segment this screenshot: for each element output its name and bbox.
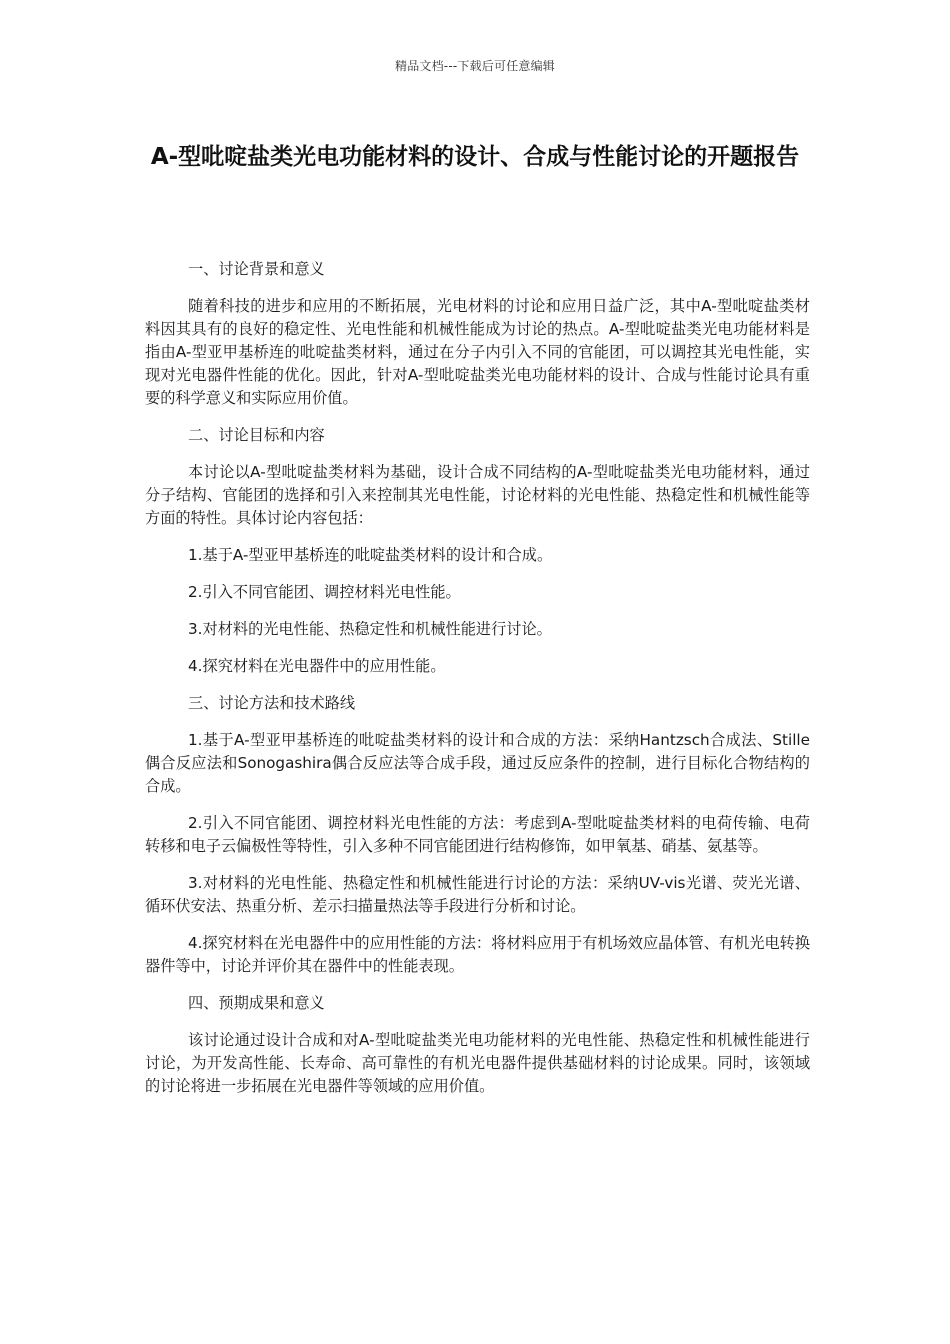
document-body bbox=[145, 258, 810, 1112]
list-item: 4.探究材料在光电器件中的应用性能的方法：将材料应用于有机场效应晶体管、有机光电转换器件等中，讨论并评价其在器件中的性能表现。 bbox=[145, 934, 811, 975]
section-heading-background: 一、讨论背景和意义 bbox=[188, 260, 325, 278]
document-title: A-型吡啶盐类光电功能材料的设计、合成与性能讨论的开题报告 bbox=[150, 144, 800, 170]
section-heading-outcomes: 四、预期成果和意义 bbox=[188, 994, 325, 1012]
section-paragraph-background: 随着科技的进步和应用的不断拓展，光电材料的讨论和应用日益广泛，其中A-型吡啶盐类材料因其具有的良好的稳定性、光电性能和机械性能成为讨论的热点。A-型吡啶盐类光电功能材料是指由A-型亚甲基桥连的吡啶盐类材料，通过在分子内引入不同的官能团，可以调控其光电性能，实现对光电器件性能的优化。因此，针对A-型吡啶盐类光电功能材料的设计、合成与性能讨论具有重要的科学意义和实际应用价值。 bbox=[145, 297, 810, 407]
list-item: 1.基于A-型亚甲基桥连的吡啶盐类材料的设计和合成的方法：采纳Hantzsch合成法、Stille偶合反应法和Sonogashira偶合反应法等合成手段，通过反应条件的控制，进行目标化合物结构的合成。 bbox=[145, 731, 810, 795]
list-item: 4.探究材料在光电器件中的应用性能。 bbox=[188, 657, 446, 675]
list-item: 2.引入不同官能团、调控材料光电性能。 bbox=[188, 583, 461, 601]
list-item: 1.基于A-型亚甲基桥连的吡啶盐类材料的设计和合成。 bbox=[188, 546, 553, 564]
list-item: 2.引入不同官能团、调控材料光电性能的方法：考虑到A-型吡啶盐类材料的电荷传输、电荷转移和电子云偏极性等特性，引入多种不同官能团进行结构修饰，如甲氧基、硝基、氨基等。 bbox=[145, 814, 810, 855]
section-paragraph-outcomes: 该讨论通过设计合成和对A-型吡啶盐类光电功能材料的光电性能、热稳定性和机械性能进行讨论，为开发高性能、长寿命、高可靠性的有机光电器件提供基础材料的讨论成果。同时，该领域的讨论将进一步拓展在光电器件等领域的应用价值。 bbox=[145, 1031, 810, 1095]
section-heading-goals: 二、讨论目标和内容 bbox=[188, 426, 325, 444]
section-paragraph-goals: 本讨论以A-型吡啶盐类材料为基础，设计合成不同结构的A-型吡啶盐类光电功能材料，通过分子结构、官能团的选择和引入来控制其光电性能，讨论材料的光电性能、热稳定性和机械性能等方面的特性。具体讨论内容包括： bbox=[145, 463, 810, 527]
header-note: 精品文档---下载后可任意编辑 bbox=[395, 59, 555, 73]
list-item: 3.对材料的光电性能、热稳定性和机械性能进行讨论。 bbox=[188, 620, 552, 638]
section-heading-methods: 三、讨论方法和技术路线 bbox=[188, 694, 356, 712]
list-item: 3.对材料的光电性能、热稳定性和机械性能进行讨论的方法：采纳UV-vis光谱、荧光光谱、循环伏安法、热重分析、差示扫描量热法等手段进行分析和讨论。 bbox=[145, 874, 810, 915]
